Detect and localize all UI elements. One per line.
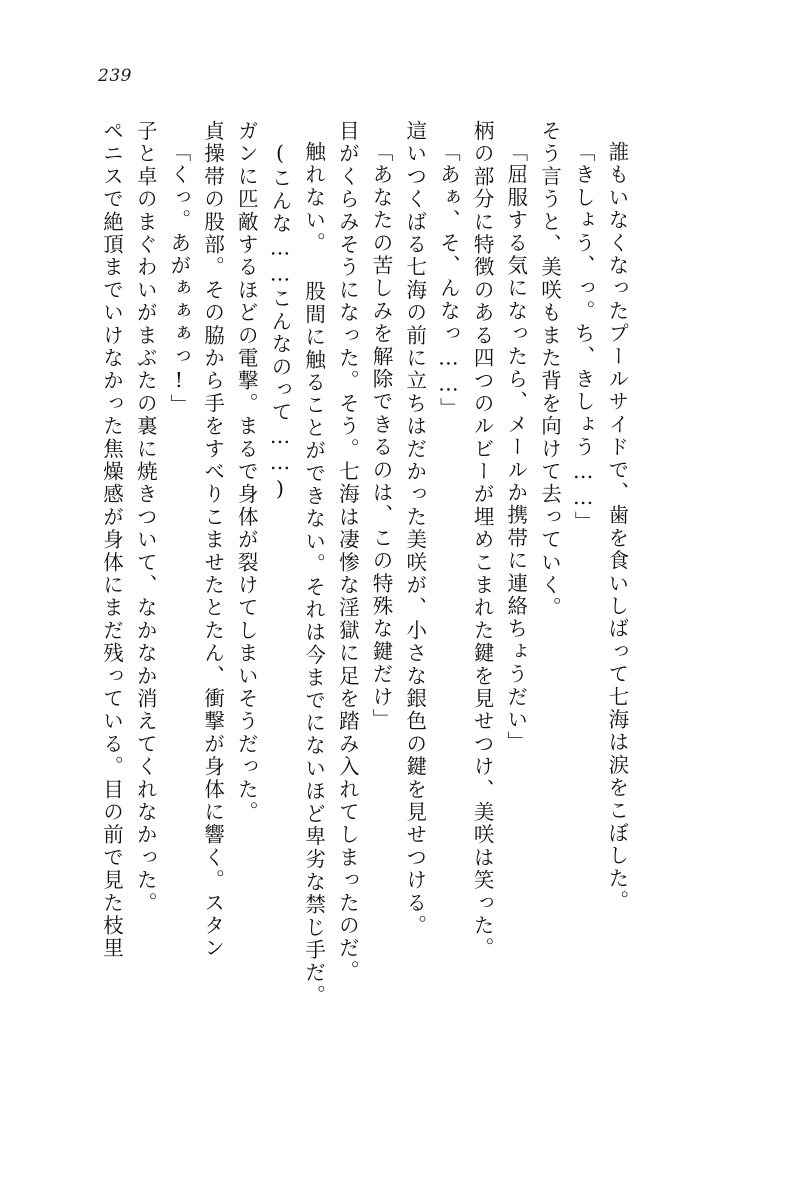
text-line: 「あなたの苦しみを解除できるのは、この特殊な鍵だけ」	[369, 141, 393, 732]
text-line: ガンに匹敵するほどの電撃。まるで身体が裂けてしまいそうだった。	[234, 120, 259, 824]
vertical-text-body	[101, 120, 741, 1120]
text-line: 「くっ。あがぁぁぁっ!」	[166, 141, 191, 417]
text-line: 「あぁ、そ、んなっ……」	[436, 141, 461, 421]
text-line: そう言うと、美咲もまた背を向けて去っていく。	[537, 120, 562, 620]
text-line: 誰もいなくなったプールサイドで、歯を食いしばって七海は涙をこぼした。	[604, 141, 629, 913]
text-line: 柄の部分に特徴のある四つのルビーが埋めこまれた鍵を見せつけ、美咲は笑った。	[470, 120, 495, 960]
text-line: 「屈服する気になったら、メールか携帯に連絡ちょうだい」	[503, 141, 528, 754]
text-line: 這いつくばる七海の前に立ちはだかった美咲が、小さな銀色の鍵を見せつける。	[402, 120, 427, 938]
text-line: ペニスで絶頂までいけなかった焦燥感が身体にまだ残っている。目の前で見た枝里	[99, 120, 124, 960]
text-line: 子と卓のまぐわいがまぶたの裏に焼きついて、なかなか消えてくれなかった。	[133, 120, 158, 915]
page-number: 239	[98, 66, 132, 86]
text-line: (こんな……こんなのって……)	[267, 141, 292, 503]
text-line: 「きしょう、っ。ち、きしょう……」	[571, 141, 596, 534]
text-line: 触れない。 股間に触ることができない。それは今までにないほど卑劣な禁じ手だ。	[301, 141, 326, 1008]
text-line: 貞操帯の股部。その脇から手をすべりこませたとたん、衝撃が身体に響く。スタン	[200, 120, 225, 960]
text-line: 目がくらみそうになった。そう。七海は凄惨な淫獄に足を踏み入れてしまったのだ。	[335, 120, 360, 983]
